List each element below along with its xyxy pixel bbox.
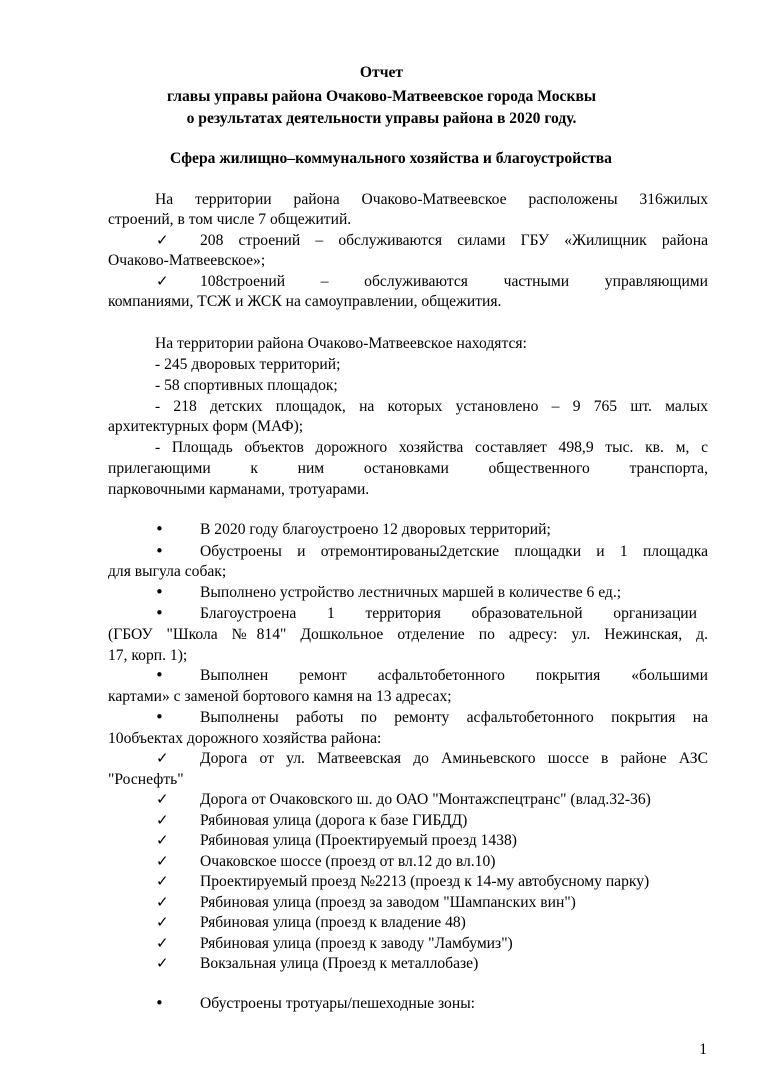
road-item-5: Очаковское шоссе (проезд от вл.12 до вл.10) bbox=[200, 853, 496, 870]
check-icon: ✓ bbox=[156, 913, 169, 931]
check-icon: ✓ bbox=[156, 831, 169, 849]
work-item-2-line-2: для выгула собак; bbox=[108, 563, 227, 580]
facility-item-1: - 245 дворовых территорий; bbox=[155, 356, 341, 373]
check-icon: ✓ bbox=[156, 893, 169, 911]
check-icon: ✓ bbox=[156, 272, 169, 290]
work-item-4-line-2: (ГБОУ "Школа №814" Дошкольное отделение по адресу: ул. Нежинская, д. bbox=[108, 626, 708, 643]
road-item-4: Рябиновая улица (Проектируемый проезд 1438) bbox=[200, 832, 517, 849]
section-heading: Сфера жилищно–коммунального хозяйства и благоустройства bbox=[170, 150, 612, 167]
check-item-1-line-2: Очаково-Матвеевское»; bbox=[108, 252, 266, 269]
road-item-1-line-2: "Роснефть" bbox=[108, 771, 184, 788]
work-item-7: Обустроены тротуары/пешеходные зоны: bbox=[200, 995, 476, 1012]
road-item-3: Рябиновая улица (дорога к базе ГИБДД) bbox=[200, 812, 468, 829]
road-item-8: Рябиновая улица (проезд к владение 48) bbox=[200, 914, 466, 931]
check-icon: ✓ bbox=[156, 954, 169, 972]
facility-item-2: - 58 спортивных площадок; bbox=[155, 377, 338, 394]
bullet-icon: • bbox=[155, 708, 164, 726]
road-item-7: Рябиновая улица (проезд за заводом "Шампанских вин") bbox=[200, 894, 576, 911]
check-icon: ✓ bbox=[156, 749, 169, 767]
facility-item-4-line-3: парковочными карманами, тротуарами. bbox=[108, 481, 370, 498]
work-item-4-line-3: 17, корп. 1); bbox=[108, 647, 188, 664]
bullet-icon: • bbox=[155, 520, 164, 538]
check-icon: ✓ bbox=[156, 231, 169, 249]
work-item-5-line-1: Выполнен ремонт асфальтобетонного покрытия «большими bbox=[200, 667, 708, 684]
report-title: Отчет bbox=[359, 64, 404, 81]
work-item-6-line-2: 10объектах дорожного хозяйства района: bbox=[108, 730, 382, 747]
bullet-icon: • bbox=[155, 542, 164, 560]
facility-item-4-line-2: прилегающими к ним остановками общественного транспорта, bbox=[108, 460, 708, 477]
bullet-icon: • bbox=[155, 604, 164, 622]
intro-line-2: строений, в том числе 7 общежитий. bbox=[108, 211, 352, 228]
work-item-3: Выполнено устройство лестничных маршей в количестве 6 ед.; bbox=[200, 584, 622, 601]
report-subtitle-2: о результатах деятельности управы района в 2020 году. bbox=[186, 110, 577, 127]
bullet-icon: • bbox=[155, 666, 164, 684]
road-item-10: Вокзальная улица (Проезд к металлобазе) bbox=[200, 955, 479, 972]
facility-item-4-line-1: - Площадь объектов дорожного хозяйства составляет 498,9 тыс. кв. м, с bbox=[155, 439, 708, 456]
bullet-icon: • bbox=[155, 583, 164, 601]
facility-item-3-line-2: архитектурных форм (МАФ); bbox=[108, 418, 304, 435]
check-icon: ✓ bbox=[156, 811, 169, 829]
check-item-2-line-2: компаниями, ТСЖ и ЖСК на самоуправлении, общежития. bbox=[108, 293, 502, 310]
intro-line-1: На территории района Очаково-Матвеевское расположены 316жилых bbox=[155, 191, 708, 208]
work-item-2-line-1: Обустроены и отремонтированы2детские площадки и 1 площадка bbox=[200, 543, 708, 560]
work-item-5-line-2: картами» с заменой бортового камня на 13 адресах; bbox=[108, 688, 452, 705]
check-icon: ✓ bbox=[156, 790, 169, 808]
road-item-1-line-1: Дорога от ул. Матвеевская до Аминьевского шоссе в районе АЗС bbox=[200, 750, 708, 767]
check-icon: ✓ bbox=[156, 872, 169, 890]
page-number: 1 bbox=[699, 1041, 707, 1058]
report-subtitle-1: главы управы района Очаково-Матвеевское города Москвы bbox=[166, 88, 597, 105]
work-item-6-line-1: Выполнены работы по ремонту асфальтобетонного покрытия на bbox=[200, 709, 708, 726]
facility-item-3-line-1: - 218 детских площадок, на которых установлено – 9 765 шт. малых bbox=[155, 398, 708, 415]
bullet-icon: • bbox=[155, 994, 164, 1012]
road-item-2: Дорога от Очаковского ш. до ОАО "Монтажспецтранс" (влад.32-36) bbox=[200, 791, 651, 808]
road-item-6: Проектируемый проезд №2213 (проезд к 14-му автобусному парку) bbox=[200, 873, 650, 890]
facilities-heading: На территории района Очаково-Матвеевское находятся: bbox=[155, 335, 527, 352]
check-icon: ✓ bbox=[156, 934, 169, 952]
check-item-1-line-1: 208 строений – обслуживаются силами ГБУ «Жилищник района bbox=[200, 232, 708, 249]
work-item-1: В 2020 году благоустроено 12 дворовых территорий; bbox=[200, 521, 551, 538]
check-icon: ✓ bbox=[156, 852, 169, 870]
work-item-4-line-1: Благоустроена 1 территория образовательной организации bbox=[200, 605, 697, 622]
road-item-9: Рябиновая улица (проезд к заводу "Ламбумиз") bbox=[200, 935, 513, 952]
check-item-2-line-1: 108строений – обслуживаются частными управляющими bbox=[200, 273, 708, 290]
